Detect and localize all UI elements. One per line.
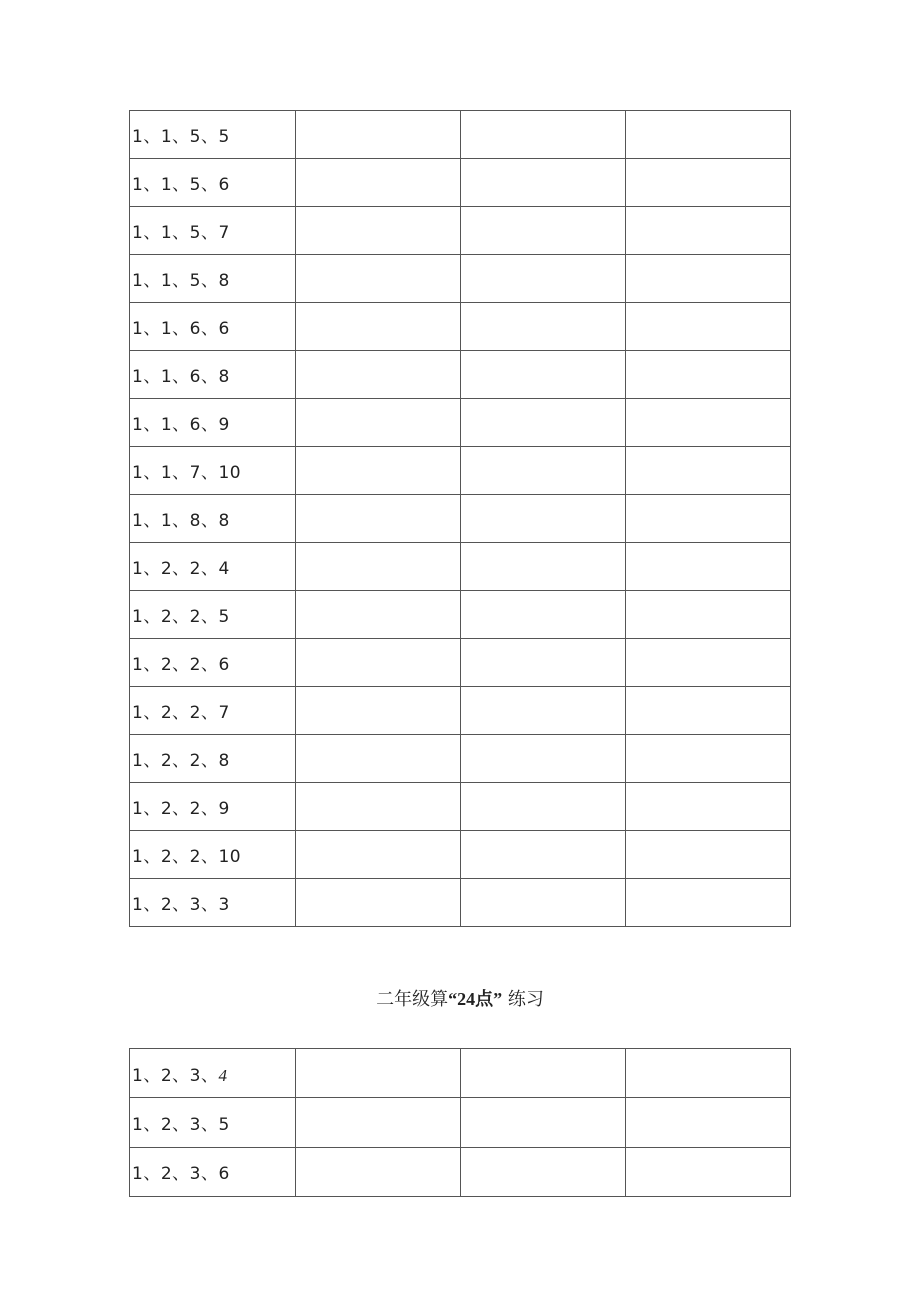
answer-cell[interactable] — [626, 735, 791, 783]
table-row — [130, 399, 791, 447]
answer-cell[interactable] — [296, 399, 461, 447]
table-row — [130, 735, 791, 783]
answer-cell[interactable] — [626, 159, 791, 207]
answer-cell[interactable] — [461, 399, 626, 447]
answer-cell[interactable] — [296, 495, 461, 543]
number-set-label: 1、1、6、8 — [130, 351, 296, 399]
number-set-label: 1、1、8、8 — [130, 495, 296, 543]
table-row — [130, 687, 791, 735]
table-row — [130, 783, 791, 831]
section-title — [0, 985, 920, 1011]
answer-cell[interactable] — [296, 255, 461, 303]
puzzle-table-1 — [129, 110, 791, 927]
answer-cell[interactable] — [461, 1098, 626, 1147]
answer-cell[interactable] — [461, 255, 626, 303]
number-set-label: 1、2、3、3 — [130, 879, 296, 927]
answer-cell[interactable] — [296, 639, 461, 687]
answer-cell[interactable] — [461, 303, 626, 351]
number-set-label: 1、2、2、4 — [130, 543, 296, 591]
number-set-label: 1、1、5、6 — [130, 159, 296, 207]
number-set-label: 1、2、2、9 — [130, 783, 296, 831]
answer-cell[interactable] — [461, 1049, 626, 1098]
answer-cell[interactable] — [461, 687, 626, 735]
title-quoted-24: “24点” — [448, 989, 503, 1009]
answer-cell[interactable] — [461, 543, 626, 591]
answer-cell[interactable] — [296, 687, 461, 735]
answer-cell[interactable] — [626, 1049, 791, 1098]
answer-cell[interactable] — [461, 1147, 626, 1196]
answer-cell[interactable] — [626, 351, 791, 399]
answer-cell[interactable] — [626, 879, 791, 927]
answer-cell[interactable] — [626, 639, 791, 687]
table-row — [130, 543, 791, 591]
answer-cell[interactable] — [296, 159, 461, 207]
answer-cell[interactable] — [626, 687, 791, 735]
answer-cell[interactable] — [626, 831, 791, 879]
answer-cell[interactable] — [296, 447, 461, 495]
number-set-prefix: 1、2、3、5 — [132, 1114, 230, 1135]
answer-cell[interactable] — [296, 111, 461, 159]
answer-cell[interactable] — [461, 111, 626, 159]
answer-cell[interactable] — [461, 783, 626, 831]
answer-cell[interactable] — [296, 303, 461, 351]
answer-cell[interactable] — [461, 495, 626, 543]
table-row — [130, 111, 791, 159]
answer-cell[interactable] — [296, 831, 461, 879]
number-set-label: 1、2、2、6 — [130, 639, 296, 687]
answer-cell[interactable] — [461, 639, 626, 687]
answer-cell[interactable] — [626, 783, 791, 831]
answer-cell[interactable] — [626, 543, 791, 591]
number-set-italic-digit: 4 — [218, 1065, 228, 1085]
answer-cell[interactable] — [461, 351, 626, 399]
number-set-label — [130, 1049, 296, 1098]
answer-cell[interactable] — [626, 495, 791, 543]
table-row — [130, 1049, 791, 1098]
answer-cell[interactable] — [626, 591, 791, 639]
number-set-label: 1、1、7、10 — [130, 447, 296, 495]
answer-cell[interactable] — [626, 207, 791, 255]
answer-cell[interactable] — [296, 1098, 461, 1147]
answer-cell[interactable] — [296, 207, 461, 255]
number-set-label: 1、2、2、7 — [130, 687, 296, 735]
table-row — [130, 303, 791, 351]
number-set-label — [130, 1147, 296, 1196]
answer-cell[interactable] — [296, 735, 461, 783]
answer-cell[interactable] — [461, 207, 626, 255]
table-row — [130, 1098, 791, 1147]
number-set-label: 1、1、5、5 — [130, 111, 296, 159]
number-set-label — [130, 1098, 296, 1147]
answer-cell[interactable] — [626, 303, 791, 351]
title-suffix: 练习 — [502, 989, 544, 1010]
answer-cell[interactable] — [461, 831, 626, 879]
number-set-label: 1、1、5、8 — [130, 255, 296, 303]
table-row — [130, 159, 791, 207]
answer-cell[interactable] — [296, 1147, 461, 1196]
number-set-label: 1、1、5、7 — [130, 207, 296, 255]
table-row — [130, 831, 791, 879]
answer-cell[interactable] — [296, 351, 461, 399]
title-prefix: 二年级算 — [376, 989, 449, 1010]
number-set-label: 1、1、6、9 — [130, 399, 296, 447]
answer-cell[interactable] — [626, 255, 791, 303]
answer-cell[interactable] — [296, 591, 461, 639]
number-set-label: 1、2、2、5 — [130, 591, 296, 639]
answer-cell[interactable] — [296, 783, 461, 831]
table-row — [130, 1147, 791, 1196]
answer-cell[interactable] — [461, 591, 626, 639]
table-row — [130, 447, 791, 495]
table-row — [130, 879, 791, 927]
number-set-label: 1、2、2、8 — [130, 735, 296, 783]
answer-cell[interactable] — [461, 447, 626, 495]
answer-cell[interactable] — [626, 1098, 791, 1147]
answer-cell[interactable] — [296, 879, 461, 927]
answer-cell[interactable] — [461, 159, 626, 207]
answer-cell[interactable] — [626, 111, 791, 159]
number-set-label: 1、1、6、6 — [130, 303, 296, 351]
table-row — [130, 639, 791, 687]
number-set-label: 1、2、2、10 — [130, 831, 296, 879]
table-row — [130, 207, 791, 255]
answer-cell[interactable] — [626, 399, 791, 447]
answer-cell[interactable] — [296, 543, 461, 591]
number-set-prefix: 1、2、3、 — [132, 1065, 219, 1086]
number-set-prefix: 1、2、3、6 — [132, 1164, 230, 1185]
answer-cell[interactable] — [296, 1049, 461, 1098]
table-row — [130, 255, 791, 303]
puzzle-table-2 — [129, 1048, 791, 1197]
answer-cell[interactable] — [461, 735, 626, 783]
answer-cell[interactable] — [461, 879, 626, 927]
answer-cell[interactable] — [626, 1147, 791, 1196]
table-row — [130, 591, 791, 639]
answer-cell[interactable] — [626, 447, 791, 495]
table-row — [130, 495, 791, 543]
table-row — [130, 351, 791, 399]
